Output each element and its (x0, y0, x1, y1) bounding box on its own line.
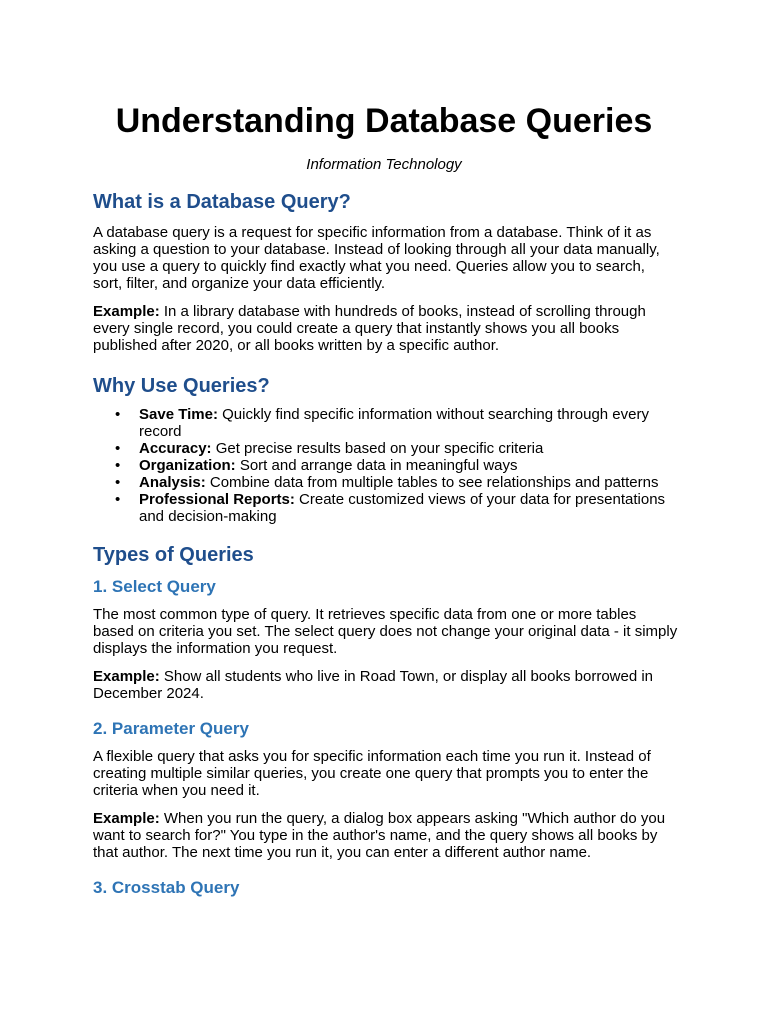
heading-select-query: 1. Select Query (93, 577, 216, 596)
list-item (93, 457, 678, 474)
example-label: Example: (93, 668, 160, 685)
list-item-text: Create customized views of your data for presentations and decision-making (139, 491, 666, 525)
heading-why-use-queries: Why Use Queries? (93, 375, 270, 397)
list-item-label: Save Time: (139, 406, 218, 423)
list-item (93, 491, 678, 525)
example-text: In a library database with hundreds of books, instead of scrolling through every single record, you could create a query that instantly shows you all books published after 2020, or all books written by a specific author. (93, 303, 646, 354)
heading-types-of-queries: Types of Queries (93, 544, 254, 566)
document-body (93, 190, 678, 899)
example-what-is-query (93, 303, 678, 354)
example-text: Show all students who live in Road Town, or display all books borrowed in December 2024. (93, 668, 654, 702)
list-item-text: Get precise results based on your specific criteria (211, 440, 544, 457)
bullet-icon: • (115, 440, 121, 457)
list-item (93, 440, 678, 457)
list-item-text: Quickly find specific information without searching through every record (139, 406, 649, 440)
example-label: Example: (93, 810, 160, 827)
example-text: When you run the query, a dialog box appears asking "Which author do you want to search for?" You type in the author's name, and the query shows all books by that author. The next time you run it, you can enter a different author name. (93, 810, 666, 861)
list-item-label: Professional Reports: (139, 491, 295, 508)
paragraph-parameter-query: A flexible query that asks you for specific information each time you run it. Instead of creating multiple similar queries, you create one query that prompts you to enter the criteria when you need it. (93, 748, 651, 799)
heading-crosstab-query: 3. Crosstab Query (93, 878, 240, 897)
list-item-text: Sort and arrange data in meaningful ways (235, 457, 518, 474)
list-item-label: Accuracy: (139, 440, 212, 457)
document-title: Understanding Database Queries (115, 102, 653, 140)
list-item (93, 406, 678, 440)
example-label: Example: (93, 303, 160, 320)
list-item-text: Combine data from multiple tables to see relationships and patterns (205, 474, 659, 491)
benefits-list (93, 406, 678, 525)
bullet-icon: • (115, 406, 121, 423)
list-item-label: Analysis: (139, 474, 206, 491)
bullet-icon: • (115, 457, 121, 474)
document-subtitle: Information Technology (306, 156, 462, 173)
list-item-label: Organization: (139, 457, 236, 474)
heading-what-is-query: What is a Database Query? (93, 191, 351, 213)
bullet-icon: • (115, 474, 121, 491)
paragraph-select-query: The most common type of query. It retrieves specific data from one or more tables based on criteria you set. The select query does not change your original data - it simply displays the information you request. (93, 606, 678, 657)
example-select-query (93, 668, 678, 702)
list-item (93, 474, 678, 491)
example-parameter-query (93, 810, 678, 861)
heading-parameter-query: 2. Parameter Query (93, 719, 249, 738)
bullet-icon: • (115, 491, 121, 508)
paragraph-what-is-query: A database query is a request for specific information from a database. Think of it as asking a question to your database. Instead of looking through all your data manually, you use a query to quickly find exactly what you need. Queries allow you to search, sort, filter, and organize your data efficiently. (93, 224, 660, 292)
